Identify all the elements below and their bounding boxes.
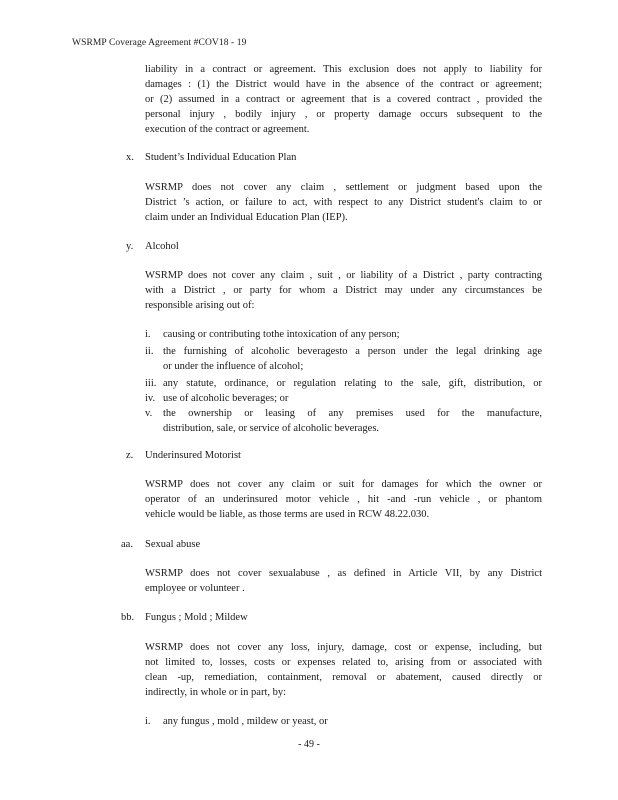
list-item-text: or under the influence of alcohol; (163, 361, 304, 372)
paragraph-line: clean -up, remediation, containment, removal or abatement, caused directly or (145, 672, 542, 683)
paragraph-line: vehicle would be liable, as those terms are used in RCW 48.22.030. (145, 509, 430, 520)
paragraph-line: with a District , or party for whom a District may under any circumstances be (145, 285, 542, 296)
section-marker: bb. (121, 612, 135, 623)
list-item-number: i. (145, 329, 151, 340)
list-item-number: iii. (145, 378, 157, 389)
list-item (145, 376, 542, 391)
paragraph-line: WSRMP does not cover any claim , suit , or liability of a District , party contracting (145, 270, 542, 281)
section-paragraph-bb (145, 640, 542, 700)
section-title: Alcohol (145, 241, 179, 252)
section-paragraph-y (145, 268, 542, 313)
alcohol-exclusion-list (145, 327, 542, 436)
section-heading-bb (121, 610, 248, 625)
paragraph-line: or (2) assumed in a contract or agreement that is a covered contract , provided the (145, 94, 542, 105)
running-header: WSRMP Coverage Agreement #COV18 - 19 (72, 38, 247, 48)
section-marker: z. (126, 450, 134, 461)
list-item-text: distribution, sale, or service of alcoholic beverages. (163, 423, 380, 434)
paragraph-line: WSRMP does not cover sexualabuse , as defined in Article VII, by any District (145, 568, 542, 579)
section-paragraph-aa (145, 566, 542, 596)
paragraph-line: execution of the contract or agreement. (145, 124, 310, 135)
page-number: - 49 - (298, 739, 320, 750)
paragraph-line: indirectly, in whole or in part, by: (145, 687, 287, 698)
list-item (145, 344, 542, 374)
list-item-number: ii. (145, 346, 154, 357)
paragraph-line: WSRMP does not cover any claim or suit for damages for which the owner or (145, 479, 542, 490)
list-item-text: causing or contributing tothe intoxication of any person; (163, 329, 400, 340)
paragraph-line: WSRMP does not cover any claim , settlement or judgment based upon the (145, 182, 542, 193)
continuation-paragraph (145, 62, 542, 137)
paragraph-line: personal injury , bodily injury , or property damage occurs subsequent to the (145, 109, 542, 120)
section-title: Underinsured Motorist (145, 450, 241, 461)
list-item-number: iv. (145, 393, 156, 404)
paragraph-line: employee or volunteer . (145, 583, 245, 594)
paragraph-line: WSRMP does not cover any loss, injury, damage, cost or expense, including, but (145, 642, 542, 653)
list-item-number: i. (145, 716, 151, 727)
list-item-number: v. (145, 408, 153, 419)
list-item-text: any fungus , mold , mildew or yeast, or (163, 716, 328, 727)
section-title: Student’s Individual Education Plan (145, 152, 297, 163)
section-title: Sexual abuse (145, 539, 201, 550)
list-item (145, 406, 542, 436)
section-marker: y. (126, 241, 134, 252)
list-item-text: use of alcoholic beverages; or (163, 393, 289, 404)
section-paragraph-x (145, 180, 542, 225)
paragraph-line: operator of an underinsured motor vehicle , hit -and -run vehicle , or phantom (145, 494, 542, 505)
section-heading-x (126, 150, 296, 165)
list-item (145, 714, 542, 729)
paragraph-line: liability in a contract or agreement. This exclusion does not apply to liability for (145, 64, 542, 75)
section-paragraph-z (145, 477, 542, 522)
section-heading-z (126, 448, 241, 463)
paragraph-line: District ’s action, or failure to act, with respect to any District student's claim to or (145, 197, 542, 208)
list-item (145, 391, 542, 406)
section-heading-aa (121, 537, 200, 552)
paragraph-line: damages : (1) the District would have in the absence of the contract or agreement; (145, 79, 542, 90)
paragraph-line: responsible arising out of: (145, 300, 255, 311)
paragraph-line: claim under an Individual Education Plan (IEP). (145, 212, 348, 223)
section-heading-y (126, 239, 179, 254)
section-title: Fungus ; Mold ; Mildew (145, 612, 248, 623)
fungus-exclusion-list (145, 714, 542, 729)
list-item-text: the ownership or leasing of any premises used for the manufacture, (163, 408, 542, 419)
section-marker: aa. (121, 539, 133, 550)
section-marker: x. (126, 152, 134, 163)
list-item-text: the furnishing of alcoholic beveragesto a person under the legal drinking age (163, 346, 542, 357)
list-item-text: any statute, ordinance, or regulation relating to the sale, gift, distribution, or (163, 378, 542, 389)
paragraph-line: not limited to, losses, costs or expenses related to, arising from or associated with (145, 657, 542, 668)
list-item (145, 327, 542, 342)
